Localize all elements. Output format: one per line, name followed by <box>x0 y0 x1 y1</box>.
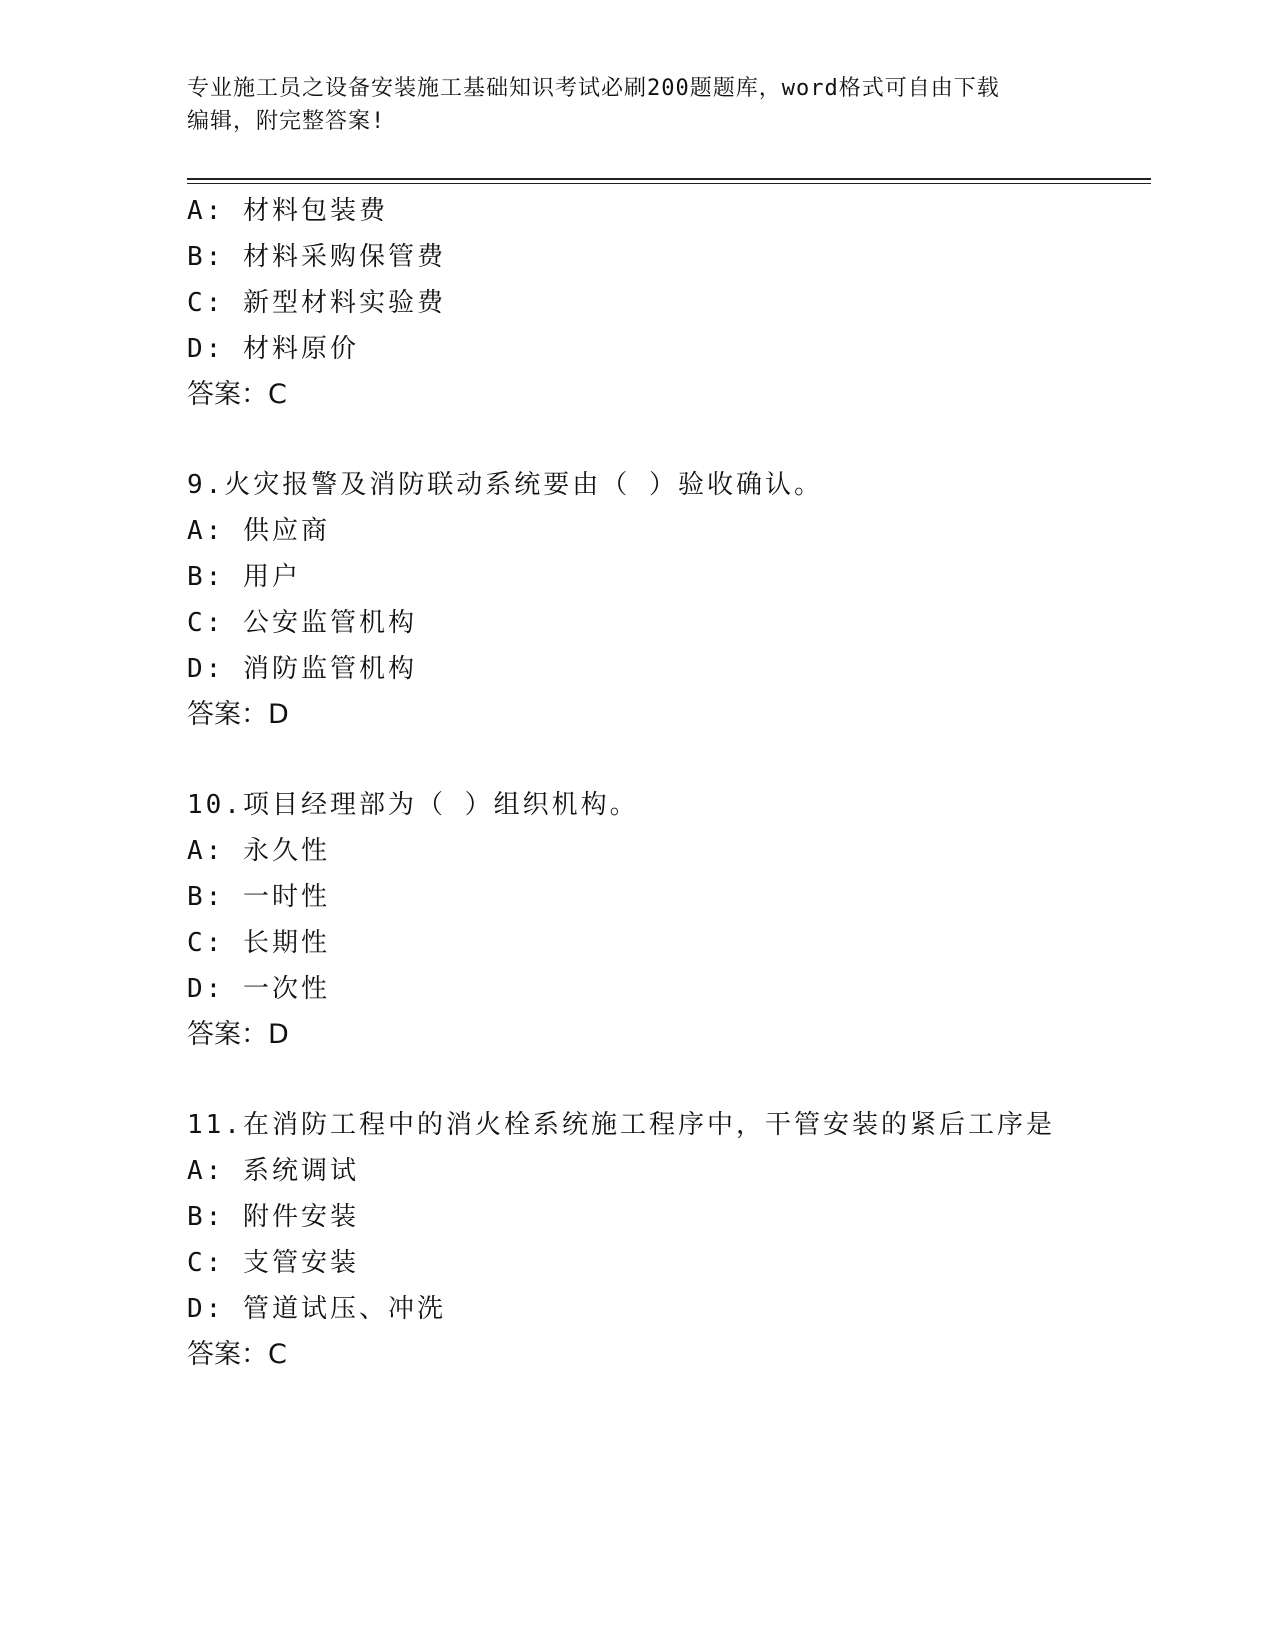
answer: 答案：D <box>187 699 289 730</box>
header-divider <box>187 178 1151 184</box>
question-8 <box>187 188 1151 418</box>
question-9 <box>187 462 1151 738</box>
option-c: C: 公安监管机构 <box>187 608 417 638</box>
header-line-1: 专业施工员之设备安装施工基础知识考试必刷200题题库，word格式可自由下载 <box>187 76 1000 101</box>
option-a: A: 系统调试 <box>187 1156 359 1186</box>
option-a: A: 供应商 <box>187 516 330 546</box>
option-d: D: 材料原价 <box>187 334 359 364</box>
option-d: D: 一次性 <box>187 974 330 1004</box>
option-d: D: 管道试压、冲洗 <box>187 1294 446 1324</box>
option-a: A: 材料包装费 <box>187 196 388 226</box>
option-b: B: 一时性 <box>187 882 330 912</box>
option-b: B: 附件安装 <box>187 1202 359 1232</box>
question-11 <box>187 1102 1151 1378</box>
answer: 答案：C <box>187 379 287 410</box>
option-c: C: 长期性 <box>187 928 330 958</box>
document-header <box>187 72 1067 138</box>
question-text: 11.在消防工程中的消火栓系统施工程序中，干管安装的紧后工序是 <box>187 1110 1055 1140</box>
option-b: B: 用户 <box>187 562 301 592</box>
answer: 答案：C <box>187 1339 287 1370</box>
question-10 <box>187 782 1151 1058</box>
option-d: D: 消防监管机构 <box>187 654 417 684</box>
option-c: C: 新型材料实验费 <box>187 288 446 318</box>
header-line-2: 编辑，附完整答案! <box>187 109 386 134</box>
option-b: B: 材料采购保管费 <box>187 242 446 272</box>
option-a: A: 永久性 <box>187 836 330 866</box>
question-list <box>187 188 1151 1378</box>
option-c: C: 支管安装 <box>187 1248 359 1278</box>
answer: 答案：D <box>187 1019 289 1050</box>
question-text: 10.项目经理部为（ ）组织机构。 <box>187 790 639 820</box>
question-text: 9.火灾报警及消防联动系统要由（ ）验收确认。 <box>187 470 823 500</box>
